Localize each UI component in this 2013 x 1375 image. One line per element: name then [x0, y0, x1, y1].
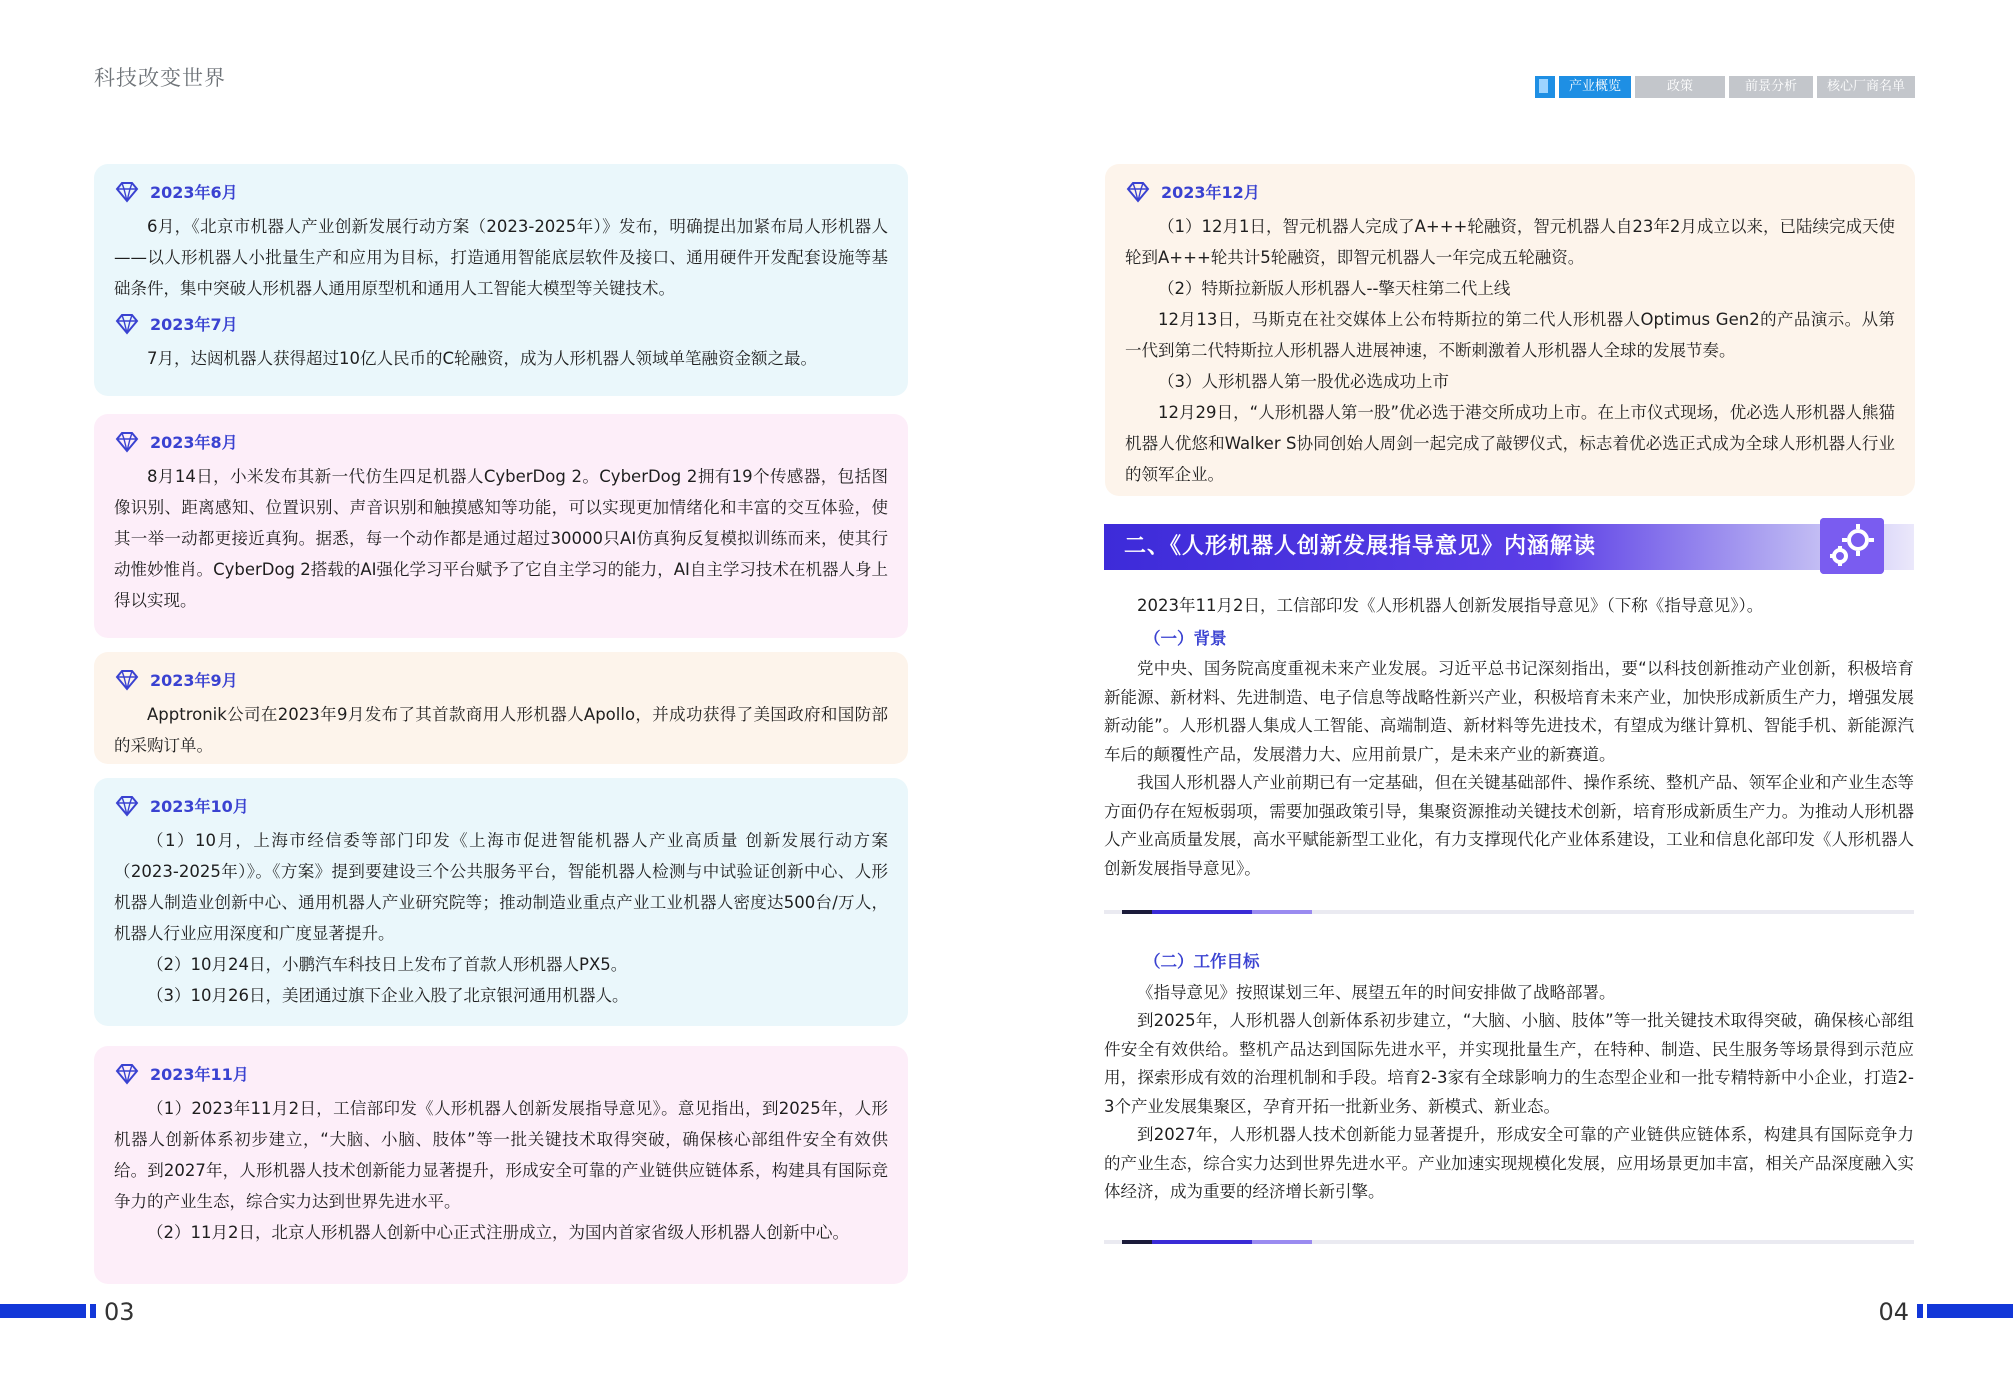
card-text: 12月29日，“人形机器人第一股”优必选于港交所成功上市。在上市仪式现场，优必选人形机器人熊猫机器人优悠和Walker S协同创始人周剑一起完成了敲锣仪式，标志着优必选正式成为全球人形机器人行业的领军企业。 [1125, 403, 1895, 484]
card-text: （1）2023年11月2日，工信部印发《人形机器人创新发展指导意见》。意见指出，到2025年，人形机器人创新体系初步建立，“大脑、小脑、肢体”等一批关键技术取得突破，确保核心部组件安全有效供给。到2027年，人形机器人技术创新能力显著提升，形成安全可靠的产业链供应链体系，构建具有国际竞争力的产业生态，综合实力达到世界先进水平。 [114, 1099, 888, 1211]
body-paragraph: 我国人形机器人产业前期已有一定基础，但在关键基础部件、操作系统、整机产品、领军企业和产业生态等方面仍存在短板弱项，需要加强政策引导，集聚资源推动关键技术创新，培育形成新质生产力。为推动人形机器人产业高质量发展，高水平赋能新型工业化，有力支撑现代化产业体系建设，工业和信息化部印发《人形机器人创新发展指导意见》。 [1104, 773, 1914, 878]
book-icon [1535, 76, 1555, 98]
section-body-1 [1104, 592, 1914, 883]
page-number-left: 03 [104, 1298, 135, 1326]
card-date: 2023年8月 [150, 433, 238, 452]
card-text: （3）人形机器人第一股优必选成功上市 [1158, 372, 1449, 391]
card-header [114, 312, 888, 335]
timeline-card-june-july [94, 164, 908, 396]
card-text: （2）特斯拉新版人形机器人--擎天柱第二代上线 [1158, 279, 1511, 298]
body-paragraph: 党中央、国务院高度重视未来产业发展。习近平总书记深刻指出，要“以科技创新推动产业创新，积极培育新能源、新材料、先进制造、电子信息等战略性新兴产业，积极培育未来产业，加快形成新质生产力，增强发展新动能”。人形机器人集成人工智能、高端制造、新材料等先进技术，有望成为继计算机、智能手机、新能源汽车后的颠覆性产品，发展潜力大、应用前景广，是未来产业的新赛道。 [1104, 659, 1914, 764]
card-header [114, 668, 888, 691]
diamond-icon [114, 431, 140, 453]
card-date: 2023年11月 [150, 1065, 249, 1084]
footer-bar-left-tick [90, 1304, 96, 1318]
subheading-background: （一）背景 [1144, 628, 1227, 648]
top-nav [1535, 76, 1915, 98]
card-date: 2023年6月 [150, 183, 238, 202]
card-text: 8月14日，小米发布其新一代仿生四足机器人CyberDog 2。CyberDog 2拥有19个传感器，包括图像识别、距离感知、位置识别、声音识别和触摸感知等功能，可以实现更加情绪化和丰富的交互体验，使其一举一动都更接近真狗。据悉，每一个动作都是通过超过30000只AI仿真狗反复模拟训练而来，使其行动惟妙惟肖。CyberDog 2搭载的AI强化学习平台赋予了它自主学习的能力，AI自主学习技术在机器人身上得以实现。 [114, 467, 888, 610]
card-header [114, 1062, 888, 1085]
section-intro: 2023年11月2日，工信部印发《人形机器人创新发展指导意见》（下称《指导意见》）。 [1137, 596, 1764, 615]
timeline-card-october [94, 778, 908, 1026]
card-text: （2）11月2日，北京人形机器人创新中心正式注册成立，为国内首家省级人形机器人创新中心。 [147, 1223, 849, 1242]
tab-policy[interactable]: 政策 [1635, 76, 1725, 98]
card-text: Apptronik公司在2023年9月发布了其首款商用人形机器人Apollo，并成功获得了美国政府和国防部的采购订单。 [114, 705, 888, 755]
section-title: 二、《人形机器人创新发展指导意见》内涵解读 [1124, 534, 1597, 559]
card-text: 7月，达闼机器人获得超过10亿人民币的C轮融资，成为人形机器人领域单笔融资金额之最。 [147, 349, 818, 368]
card-date: 2023年9月 [150, 671, 238, 690]
diamond-icon [1125, 181, 1151, 203]
tab-vendors[interactable]: 核心厂商名单 [1817, 76, 1915, 98]
footer-bar-left [0, 1304, 86, 1318]
section-body-2 [1104, 948, 1914, 1207]
gear-icon [1820, 518, 1884, 574]
diamond-icon [114, 1063, 140, 1085]
tab-industry-overview[interactable]: 产业概览 [1559, 76, 1631, 98]
card-header [1125, 180, 1895, 203]
card-text: 6月，《北京市机器人产业创新发展行动方案（2023-2025年）》发布，明确提出加紧布局人形机器人——以人形机器人小批量生产和应用为目标，打造通用智能底层软件及接口、通用硬件开发配套设施等基础条件，集中突破人形机器人通用原型机和通用人工智能大模型等关键技术。 [114, 217, 888, 298]
timeline-card-november [94, 1046, 908, 1284]
card-header [114, 794, 888, 817]
card-header [114, 180, 888, 203]
card-text: （1）12月1日，智元机器人完成了A+++轮融资，智元机器人自23年2月成立以来，已陆续完成天使轮到A+++轮共计5轮融资，即智元机器人一年完成五轮融资。 [1125, 217, 1895, 267]
diamond-icon [114, 669, 140, 691]
card-header [114, 430, 888, 453]
card-text: 12月13日，马斯克在社交媒体上公布特斯拉的第二代人形机器人Optimus Gen2的产品演示。从第一代到第二代特斯拉人形机器人进展神速，不断刺激着人形机器人全球的发展节奏。 [1125, 310, 1895, 360]
diamond-icon [114, 313, 140, 335]
timeline-card-december [1105, 164, 1915, 496]
page-number-right: 04 [1878, 1298, 1909, 1326]
section-divider [1104, 1240, 1914, 1244]
footer-bar-right [1927, 1304, 2013, 1318]
diamond-icon [114, 795, 140, 817]
brand-title: 科技改变世界 [94, 66, 226, 90]
card-text: （3）10月26日，美团通过旗下企业入股了北京银河通用机器人。 [147, 986, 629, 1005]
card-text: （2）10月24日，小鹏汽车科技日上发布了首款人形机器人PX5。 [147, 955, 628, 974]
timeline-card-september [94, 652, 908, 764]
timeline-card-august [94, 414, 908, 638]
subheading-goals: （二）工作目标 [1144, 952, 1260, 971]
card-date: 2023年10月 [150, 797, 249, 816]
footer-bar-right-tick [1917, 1304, 1923, 1318]
section-title-bar [1104, 524, 1914, 570]
card-text: （1）10月，上海市经信委等部门印发《上海市促进智能机器人产业高质量 创新发展行动方案（2023-2025年）》。《方案》提到要建设三个公共服务平台，智能机器人检测与中试验证创新中心、人形机器人制造业创新中心、通用机器人产业研究院等；推动制造业重点产业工业机器人密度达500台/万人，机器人行业应用深度和广度显著提升。 [114, 831, 888, 943]
section-divider [1104, 910, 1914, 914]
diamond-icon [114, 181, 140, 203]
body-paragraph: 《指导意见》按照谋划三年、展望五年的时间安排做了战略部署。 [1137, 982, 1616, 1002]
card-date: 2023年12月 [1161, 183, 1260, 202]
body-paragraph: 到2025年，人形机器人创新体系初步建立，“大脑、小脑、肢体”等一批关键技术取得突破，确保核心部组件安全有效供给。整机产品达到国际先进水平，并实现批量生产，在特种、制造、民生服务等场景得到示范应用，探索形成有效的治理机制和手段。培育2-3家有全球影响力的生态型企业和一批专精特新中小企业，打造2-3个产业发展集聚区，孕育开拓一批新业务、新模式、新业态。 [1104, 1011, 1914, 1116]
body-paragraph: 到2027年，人形机器人技术创新能力显著提升，形成安全可靠的产业链供应链体系，构建具有国际竞争力的产业生态，综合实力达到世界先进水平。产业加速实现规模化发展，应用场景更加丰富，相关产品深度融入实体经济，成为重要的经济增长新引擎。 [1104, 1125, 1914, 1201]
tab-outlook[interactable]: 前景分析 [1729, 76, 1813, 98]
card-date: 2023年7月 [150, 315, 238, 334]
